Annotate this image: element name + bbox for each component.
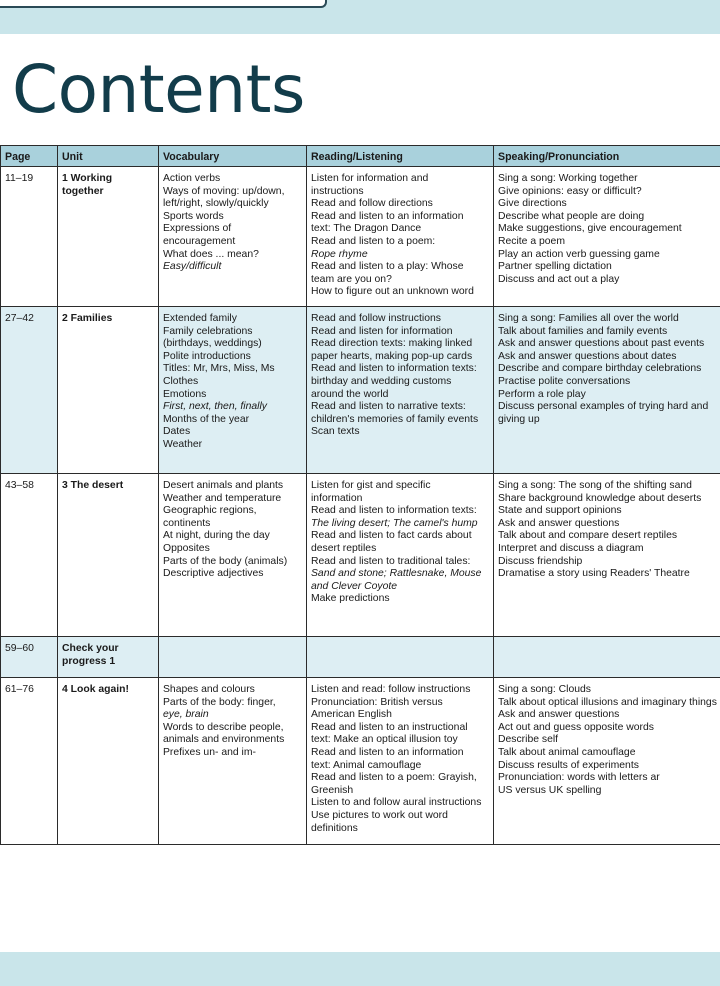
speaking-line: Sing a song: The song of the shifting sand (498, 480, 692, 491)
vocab-line: Family celebrations (163, 325, 253, 337)
page-cell: 61–76 (1, 678, 58, 845)
vocab-line: Action verbs (163, 173, 221, 184)
vocabulary-cell (159, 167, 307, 307)
reading-line: Listen for gist and specific (311, 480, 431, 491)
speaking-cell (494, 678, 720, 845)
reading-line: around the world (311, 388, 389, 400)
reading-line: Read and listen to information texts: (311, 505, 477, 517)
table-row (1, 678, 720, 845)
page-cell: 43–58 (1, 474, 58, 637)
speaking-line: Discuss friendship (498, 555, 583, 567)
speaking-line: Describe what people are doing (498, 210, 645, 222)
vocabulary-cell (159, 307, 307, 474)
vocab-line: eye, brain (163, 709, 209, 721)
reading-line: Read and listen to an information (311, 210, 464, 222)
speaking-line: US versus UK spelling (498, 784, 602, 796)
header-vocabulary: Vocabulary (159, 146, 307, 167)
reading-line: text: Animal camouflage (311, 759, 422, 771)
vocab-line: encouragement (163, 235, 236, 247)
unit-cell (58, 167, 159, 307)
reading-line: Read and listen for information (311, 325, 453, 337)
reading-line: birthday and wedding customs (311, 375, 452, 387)
vocab-line: continents (163, 517, 211, 529)
reading-line: Rope rhyme (311, 248, 368, 260)
unit-cell (58, 307, 159, 474)
reading-line: Read direction texts: making linked (311, 338, 473, 350)
speaking-line: Ask and answer questions about past events (498, 338, 705, 350)
reading-line: Make predictions (311, 593, 390, 605)
vocab-line: Polite introductions (163, 350, 251, 362)
header-row (1, 146, 720, 167)
vocab-line: Expressions of (163, 223, 232, 235)
speaking-line: Dramatise a story using Readers' Theatre (498, 568, 690, 580)
table-row (1, 167, 720, 307)
speaking-line: Talk about and compare desert reptiles (498, 530, 678, 542)
vocab-line: Descriptive adjectives (163, 568, 264, 580)
unit-title: 3 The desert (62, 480, 124, 491)
unit-title: 4 Look again! (62, 684, 129, 695)
reading-line: Read and follow directions (311, 198, 433, 210)
vocab-line: Desert animals and plants (163, 480, 284, 491)
speaking-line: giving up (498, 413, 540, 425)
reading-line: Greenish (311, 784, 354, 796)
speaking-line: Talk about optical illusions and imaginary things (498, 696, 717, 708)
reading-line: Use pictures to work out word (311, 809, 448, 821)
reading-line: Read and listen to fact cards about (311, 530, 472, 542)
page-cell: 27–42 (1, 307, 58, 474)
reading-line: Read and listen to an instructional (311, 721, 468, 733)
reading-line: Read and listen to a play: Whose (311, 261, 464, 273)
unit-title: Check your progress 1 (62, 643, 119, 667)
speaking-line: Act out and guess opposite words (498, 721, 654, 733)
reading-line: American English (311, 709, 392, 721)
speaking-line: Describe and compare birthday celebrations (498, 363, 702, 375)
reading-line: Pronunciation: British versus (311, 696, 443, 708)
reading-line: and Clever Coyote (311, 580, 398, 592)
vocab-line: Shapes and colours (163, 684, 255, 695)
speaking-line: Discuss personal examples of trying hard and (498, 401, 709, 413)
speaking-line: Give opinions: easy or difficult? (498, 185, 642, 197)
speaking-line: Partner spelling dictation (498, 261, 612, 273)
reading-line: Sand and stone; Rattlesnake, Mouse (311, 568, 482, 580)
vocab-line: (birthdays, weddings) (163, 338, 262, 350)
reading-line: information (311, 492, 363, 504)
top-banner (0, 0, 720, 34)
reading-line: How to figure out an unknown word (311, 286, 474, 298)
speaking-line: Perform a role play (498, 388, 586, 400)
page-title: Contents (12, 51, 305, 128)
vocab-line: Dates (163, 426, 191, 438)
speaking-line: Play an action verb guessing game (498, 248, 660, 260)
speaking-line: Practise polite conversations (498, 375, 631, 387)
speaking-line: Sing a song: Clouds (498, 684, 591, 695)
table-row (1, 474, 720, 637)
vocab-line: Parts of the body: finger, (163, 696, 276, 708)
vocab-line: Emotions (163, 388, 207, 400)
vocab-line: Opposites (163, 542, 210, 554)
reading-line: Scan texts (311, 426, 360, 438)
reading-cell (307, 167, 494, 307)
reading-line: desert reptiles (311, 542, 377, 554)
reading-line: instructions (311, 185, 364, 197)
reading-line: Listen to and follow aural instructions (311, 797, 482, 809)
page-cell: 59–60 (1, 637, 58, 678)
speaking-line: Sing a song: Families all over the world (498, 313, 679, 324)
vocab-line: What does ... mean? (163, 248, 259, 260)
reading-line: Read and listen to an information (311, 746, 464, 758)
top-tab-edge (0, 0, 327, 8)
vocab-line: First, next, then, finally (163, 401, 267, 413)
vocab-line: At night, during the day (163, 530, 270, 542)
vocab-line: animals and environments (163, 734, 285, 746)
reading-line: team are you on? (311, 273, 392, 285)
header-unit: Unit (58, 146, 159, 167)
vocabulary-cell (159, 678, 307, 845)
speaking-line: Ask and answer questions about dates (498, 350, 677, 362)
vocab-line: Parts of the body (animals) (163, 555, 288, 567)
reading-cell (307, 678, 494, 845)
speaking-line: Sing a song: Working together (498, 173, 638, 184)
vocab-line: Weather (163, 438, 203, 450)
reading-line: Read and listen to narrative texts: (311, 401, 466, 413)
page-cell: 11–19 (1, 167, 58, 307)
speaking-line: Interpret and discuss a diagram (498, 542, 644, 554)
speaking-line: Recite a poem (498, 235, 565, 247)
unit-cell (58, 678, 159, 845)
reading-cell (307, 474, 494, 637)
speaking-line: Describe self (498, 734, 559, 746)
speaking-line: Make suggestions, give encouragement (498, 223, 682, 235)
speaking-line: Ask and answer questions (498, 517, 620, 529)
vocab-line: Prefixes un- and im- (163, 746, 256, 758)
vocab-line: left/right, slowly/quickly (163, 198, 269, 210)
reading-line: Read and listen to a poem: (311, 235, 436, 247)
reading-line: text: The Dragon Dance (311, 223, 422, 235)
speaking-line: Share background knowledge about deserts (498, 492, 702, 504)
reading-line: children's memories of family events (311, 413, 479, 425)
speaking-line: Talk about animal camouflage (498, 746, 636, 758)
reading-line: Read and listen to a poem: Grayish, (311, 772, 477, 784)
bottom-banner (0, 952, 720, 986)
vocab-line: Months of the year (163, 413, 250, 425)
reading-line: Read and listen to information texts: (311, 363, 477, 375)
speaking-cell (494, 307, 720, 474)
header-speaking-pronunciation: Speaking/Pronunciation (494, 146, 720, 167)
vocab-line: Ways of moving: up/down, (163, 185, 285, 197)
reading-line: definitions (311, 822, 358, 834)
unit-title: 1 Working together (62, 173, 113, 197)
reading-line: text: Make an optical illusion toy (311, 734, 458, 746)
header-page: Page (1, 146, 58, 167)
vocab-line: Extended family (163, 313, 237, 324)
speaking-line: Discuss results of experiments (498, 759, 639, 771)
table-row (1, 307, 720, 474)
unit-cell (58, 474, 159, 637)
vocabulary-cell (159, 474, 307, 637)
unit-title: 2 Families (62, 313, 113, 324)
reading-line: Read and follow instructions (311, 313, 441, 324)
vocab-line: Words to describe people, (163, 721, 284, 733)
speaking-cell (494, 474, 720, 637)
header-reading-listening: Reading/Listening (307, 146, 494, 167)
vocab-line: Easy/difficult (163, 261, 222, 273)
vocab-line: Titles: Mr, Mrs, Miss, Ms (163, 363, 275, 375)
unit-cell (58, 637, 159, 678)
reading-cell (307, 637, 494, 678)
speaking-cell (494, 637, 720, 678)
speaking-line: Discuss and act out a play (498, 273, 620, 285)
speaking-line: Give directions (498, 198, 567, 210)
reading-cell (307, 307, 494, 474)
contents-table (0, 145, 720, 845)
vocab-line: Weather and temperature (163, 492, 282, 504)
reading-line: paper hearts, making pop-up cards (311, 350, 473, 362)
speaking-cell (494, 167, 720, 307)
speaking-line: Talk about families and family events (498, 325, 668, 337)
speaking-line: Ask and answer questions (498, 709, 620, 721)
reading-line: The living desert; The camel's hump (311, 517, 478, 529)
speaking-line: Pronunciation: words with letters ar (498, 772, 660, 784)
speaking-line: State and support opinions (498, 505, 622, 517)
reading-line: Read and listen to traditional tales: (311, 555, 471, 567)
reading-line: Listen for information and (311, 173, 429, 184)
vocab-line: Clothes (163, 375, 199, 387)
vocab-line: Sports words (163, 210, 224, 222)
table-row (1, 637, 720, 678)
reading-line: Listen and read: follow instructions (311, 684, 471, 695)
vocabulary-cell (159, 637, 307, 678)
vocab-line: Geographic regions, (163, 505, 257, 517)
